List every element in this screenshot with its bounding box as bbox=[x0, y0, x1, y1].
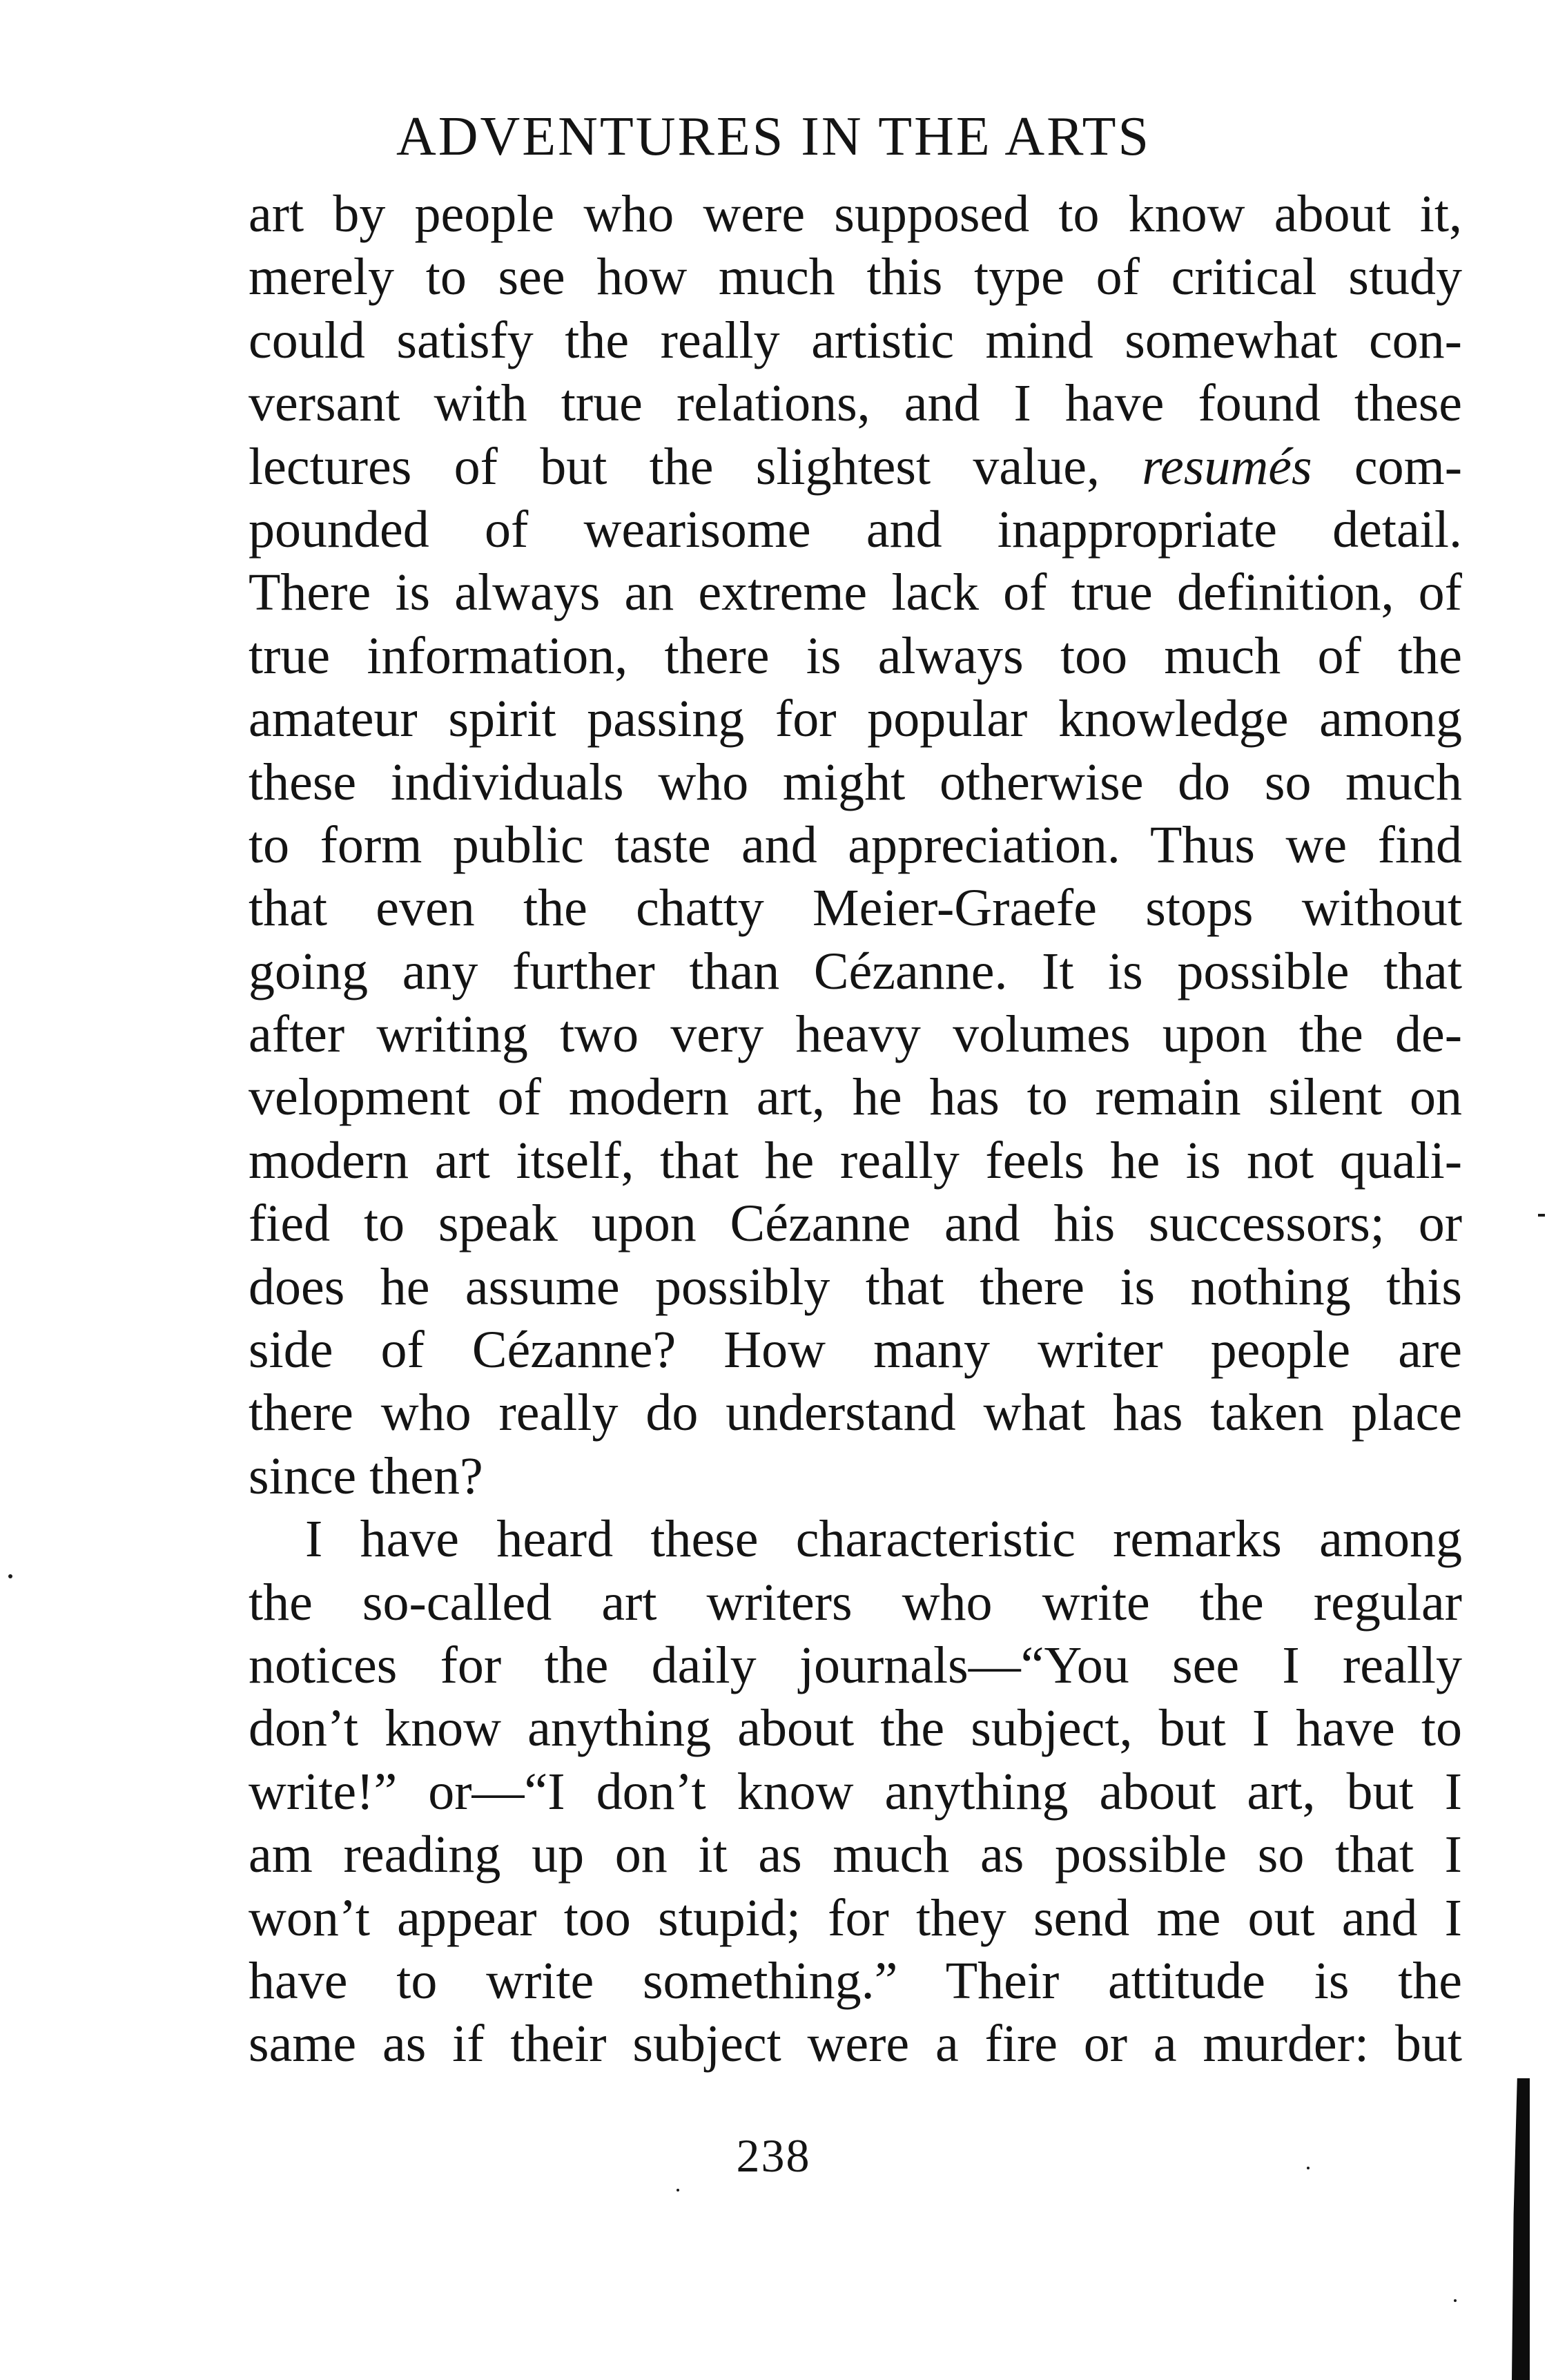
text-line: art by people who were supposed to know about it, bbox=[249, 185, 1462, 243]
text-line: side of Cézanne? How many writer people are bbox=[249, 1321, 1462, 1380]
text-line: fied to speak upon Cézanne and his successors; or bbox=[249, 1194, 1462, 1253]
running-head: ADVENTURES IN THE ARTS bbox=[396, 106, 1151, 167]
text-line: the so-called art writers who write the regular bbox=[249, 1573, 1462, 1632]
text-line: since then? bbox=[249, 1447, 483, 1505]
scan-speck bbox=[1454, 2299, 1457, 2302]
page-number: 238 bbox=[736, 2129, 811, 2182]
text-line: I have heard these characteristic remarks among bbox=[305, 1510, 1462, 1569]
text-line: that even the chatty Meier-Graefe stops without bbox=[249, 879, 1462, 938]
body-text bbox=[249, 183, 1462, 2076]
text-line: does he assume possibly that there is nothing this bbox=[249, 1257, 1462, 1316]
text-line: after writing two very heavy volumes upon the de- bbox=[249, 1005, 1462, 1064]
scan-speck bbox=[1307, 2167, 1310, 2169]
text-fragment: com- bbox=[1354, 437, 1462, 496]
text-line: versant with true relations, and I have found these bbox=[249, 374, 1462, 433]
text-line: velopment of modern art, he has to remain silent on bbox=[249, 1068, 1462, 1127]
text-line: to form public taste and appreciation. Thus we find bbox=[249, 815, 1462, 874]
text-line: same as if their subject were a fire or a murder: but bbox=[249, 2015, 1462, 2073]
text-line: write!” or—“I don’t know anything about art, but I bbox=[249, 1762, 1462, 1821]
scan-speck bbox=[8, 1574, 12, 1578]
text-line: these individuals who might otherwise do so much bbox=[249, 753, 1462, 811]
text-line: amateur spirit passing for popular knowledge among bbox=[249, 690, 1462, 748]
text-line: am reading up on it as much as possible so that I bbox=[249, 1826, 1462, 1884]
text-line: pounded of wearisome and inappropriate detail. bbox=[249, 500, 1462, 559]
text-line: There is always an extreme lack of true definition, of bbox=[249, 563, 1462, 622]
text-line: true information, there is always too much of the bbox=[249, 626, 1462, 685]
text-line: merely to see how much this type of critical study bbox=[249, 248, 1462, 307]
scan-speck bbox=[677, 2189, 679, 2192]
text-line: won’t appear too stupid; for they send me out and I bbox=[249, 1888, 1462, 1947]
italic-term: resumés bbox=[1142, 437, 1312, 496]
scan-speck bbox=[1538, 1214, 1545, 1217]
text-fragment: lectures of but the slightest value, bbox=[249, 437, 1100, 496]
text-line: don’t know anything about the subject, but I have to bbox=[249, 1699, 1462, 1758]
text-line: going any further than Cézanne. It is possible that bbox=[249, 942, 1462, 1000]
text-line bbox=[249, 436, 1462, 499]
text-line: have to write something.” Their attitude is the bbox=[249, 1951, 1462, 2010]
text-line: modern art itself, that he really feels he is not quali- bbox=[249, 1131, 1462, 1190]
text-line: there who really do understand what has taken place bbox=[249, 1384, 1462, 1442]
text-line: notices for the daily journals—“You see I really bbox=[249, 1636, 1462, 1694]
page-edge-shadow bbox=[1512, 2078, 1530, 2380]
text-line: could satisfy the really artistic mind somewhat con- bbox=[249, 311, 1462, 369]
